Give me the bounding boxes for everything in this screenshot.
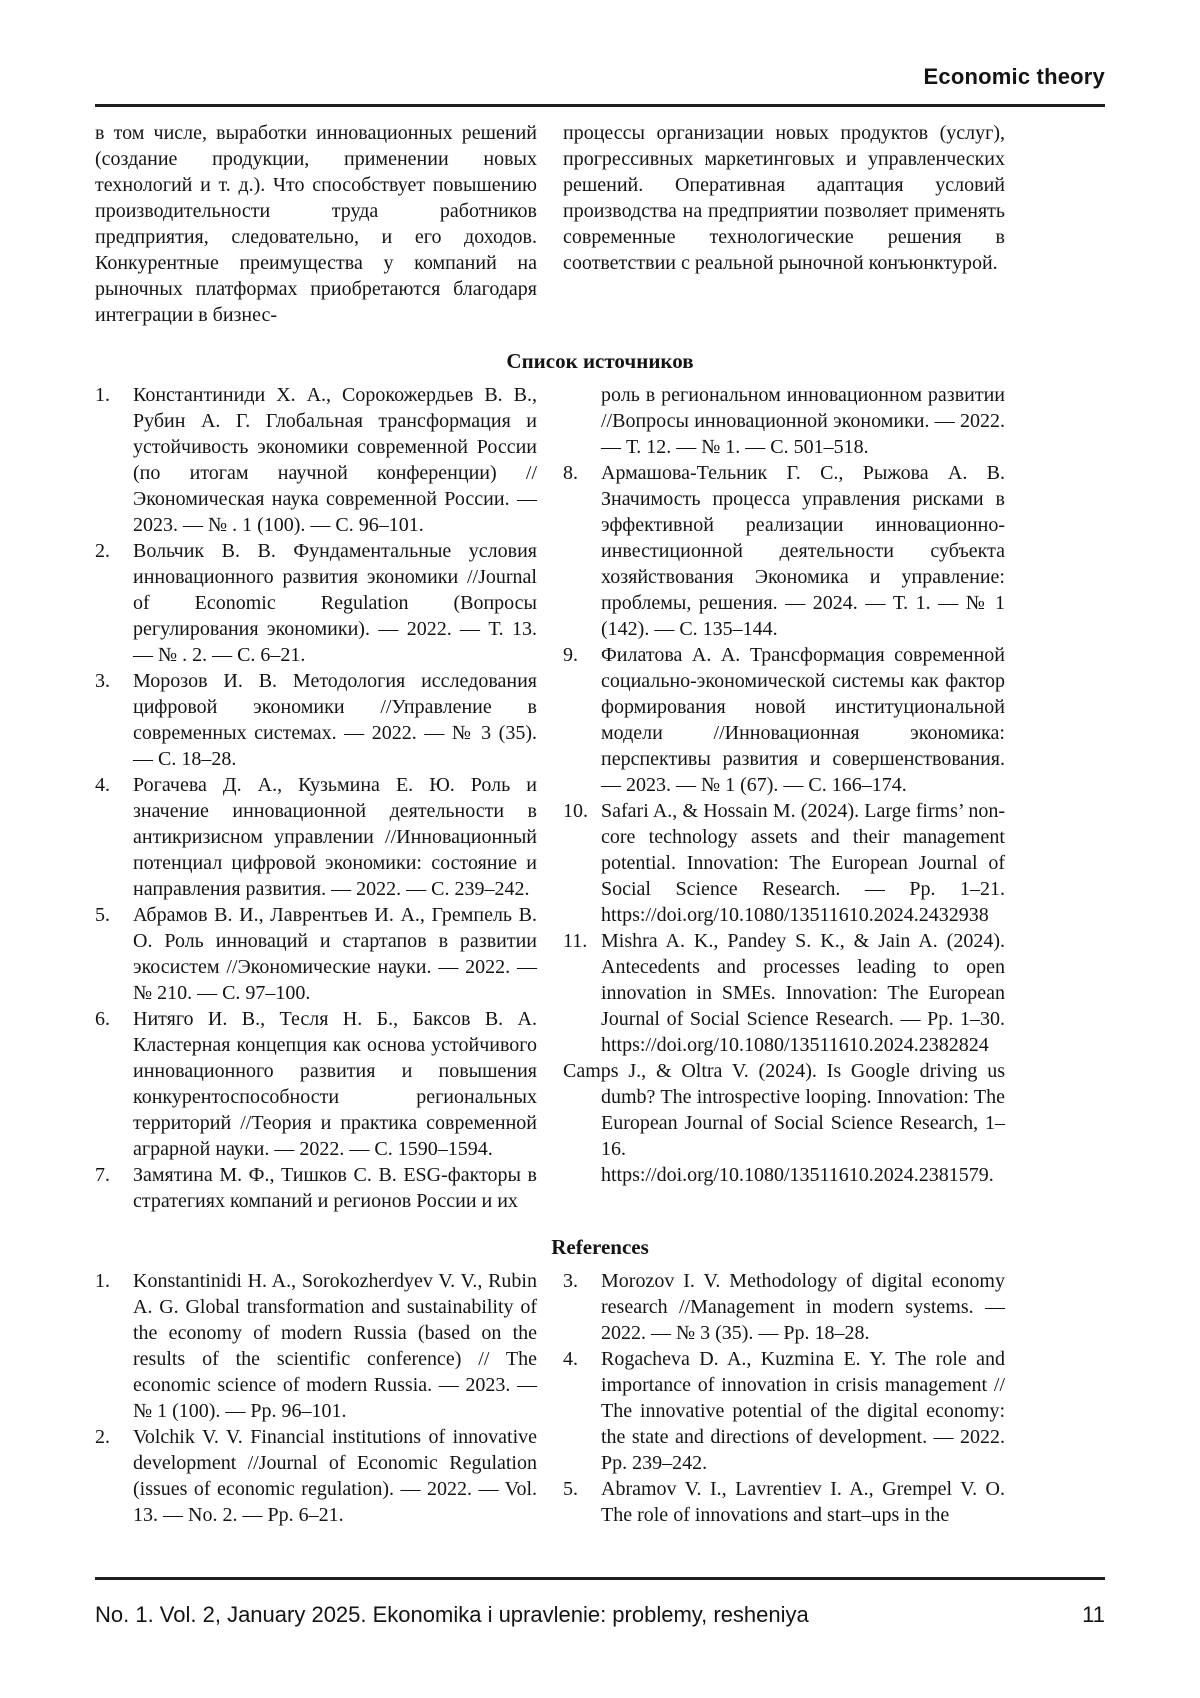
item-number: 10.: [563, 800, 588, 822]
source-item-unnumbered: Camps J., & Oltra V. (2024). Is Google driving us dumb? The introspective looping. Innovation: The European Journal of Social Science Research, 1–16. https://doi.org/10.1080/13511610.2024.2381579.: [563, 1060, 1005, 1186]
item-text: Abramov V. I., Lavrentiev I. A., Grempel V. O. The role of innovations and start–ups in the: [601, 1478, 1005, 1526]
sources-left-column: [95, 382, 537, 1214]
item-number: 11.: [563, 930, 588, 952]
item-text: Konstantinidi H. A., Sorokozherdyev V. V., Rubin A. G. Global transformation and sustainability of the economy of modern Russia (based on the results of the scientific conference) // The economic science of modern Russia. — 2023. — № 1 (100). — Pp. 96–101.: [133, 1270, 537, 1422]
item-number: 3.: [95, 670, 110, 692]
item-number: 2.: [95, 1426, 110, 1448]
source-item: [563, 928, 1005, 1058]
item-number: 7.: [95, 1164, 110, 1186]
references-section: [95, 1268, 1105, 1528]
item-text: Рогачева Д. А., Кузьмина Е. Ю. Роль и значение инновационной деятельности в антикризисном управлении //Инновационный потенциал цифровой экономики: состояние и направления развития. — 2022. — С. 239–242.: [133, 774, 537, 900]
intro-left-column: [95, 120, 537, 328]
source-item: [95, 1162, 537, 1214]
source-item: [95, 772, 537, 902]
intro-paragraph-left: в том числе, выработки инновационных решений (создание продукции, применении новых технологий и т. д.). Что способствует повышению производительности труда работников предприятия, следовательно, и его доходов. Конкурентные преимущества у компаний на рыночных платформах приобретаются благодаря интеграции в бизнес-: [95, 122, 537, 326]
source-item: [563, 460, 1005, 642]
references-right-column: [563, 1268, 1005, 1528]
item-text: Абрамов В. И., Лаврентьев И. А., Гремпель В. О. Роль инноваций и стартапов в развитии экосистем //Экономические науки. — 2022. — № 210. — С. 97–100.: [133, 904, 537, 1004]
item-text: Нитяго И. В., Тесля Н. Б., Баксов В. А. Кластерная концепция как основа устойчивого инновационного развития и повышения конкурентоспособности региональных территорий //Теория и практика современной аграрной науки. — 2022. — С. 1590–1594.: [133, 1008, 537, 1160]
sources-right-column: [563, 382, 1005, 1214]
reference-item: [95, 1268, 537, 1424]
references-left-column: [95, 1268, 537, 1528]
item-text: Армашова-Тельник Г. С., Рыжова А. В. Значимость процесса управления рисками в эффективной реализации инновационно-инвестиционной деятельности субъекта хозяйствования Экономика и управление: проблемы, решения. — 2024. — Т. 1. — № 1 (142). — С. 135–144.: [601, 462, 1005, 640]
item-number: 2.: [95, 540, 110, 562]
source-item: [95, 538, 537, 668]
item-text: Вольчик В. В. Фундаментальные условия инновационного развития экономики //Journal of Economic Regulation (Вопросы регулирования экономики). — 2022. — Т. 13. — № . 2. — С. 6–21.: [133, 540, 537, 666]
running-head: Economic theory: [923, 64, 1105, 89]
source-item-continuation: роль в региональном инновационном развитии //Вопросы инновационной экономики. — 2022. — Т. 12. — № 1. — С. 501–518.: [601, 384, 1005, 458]
intro-section: [95, 120, 1105, 328]
item-text: Mishra A. K., Pandey S. K., & Jain A. (2024). Antecedents and processes leading to open innovation in SMEs. Innovation: The European Journal of Social Science Research. — Pp. 1–30. https://doi.org/10.1080/13511610.2024.2382824: [601, 930, 1005, 1056]
source-item: [95, 382, 537, 538]
reference-item: [563, 1476, 1005, 1528]
reference-item: [95, 1424, 537, 1528]
item-number: 4.: [95, 774, 110, 796]
item-number: 3.: [563, 1270, 578, 1292]
item-text: Морозов И. В. Методология исследования цифровой экономики //Управление в современных системах. — 2022. — № 3 (35). — С. 18–28.: [133, 670, 537, 770]
item-number: 8.: [563, 462, 578, 484]
page-number: 11: [1082, 1602, 1105, 1627]
source-item: [95, 902, 537, 1006]
source-item: [95, 668, 537, 772]
sources-heading: Список источников: [506, 349, 694, 373]
page-footer: [95, 1577, 1105, 1628]
item-text: Safari A., & Hossain M. (2024). Large firms’ non-core technology assets and their management potential. Innovation: The European Journal of Social Science Research. — Pp. 1–21. https://doi.org/10.1080/13511610.2024.2432938: [601, 800, 1005, 926]
item-text: Константиниди Х. А., Сорокожердьев В. В., Рубин А. Г. Глобальная трансформация и устойчивость экономики современной России (по итогам научной конференции) //Экономическая наука современной России. — 2023. — № . 1 (100). — С. 96–101.: [133, 384, 537, 536]
intro-right-column: [563, 120, 1005, 328]
header-divider: [95, 104, 1105, 107]
item-number: 5.: [563, 1478, 578, 1500]
item-text: Rogacheva D. A., Kuzmina E. Y. The role and importance of innovation in crisis management // The innovative potential of the digital economy: the state and directions of development. — 2022. Pp. 239–242.: [601, 1348, 1005, 1474]
reference-item: [563, 1346, 1005, 1476]
source-item: [95, 1006, 537, 1162]
journal-issue-line: No. 1. Vol. 2, January 2025. Ekonomika i upravlenie: problemy, resheniya: [95, 1602, 809, 1627]
item-text: Volchik V. V. Financial institutions of innovative development //Journal of Economic Regulation (issues of economic regulation). — 2022. — Vol. 13. — No. 2. — Pp. 6–21.: [133, 1426, 537, 1526]
source-item: [563, 642, 1005, 798]
item-number: 1.: [95, 1270, 110, 1292]
references-heading: References: [551, 1235, 649, 1259]
item-number: 4.: [563, 1348, 578, 1370]
footer-divider: [95, 1577, 1105, 1580]
item-text: Филатова А. А. Трансформация современной социально-экономической системы как фактор формирования новой институциональной модели //Инновационная экономика: перспективы развития и совершенствования. — 2023. — № 1 (67). — С. 166–174.: [601, 644, 1005, 796]
item-text: Замятина М. Ф., Тишков С. В. ESG-факторы в стратегиях компаний и регионов России и их: [133, 1164, 537, 1212]
source-item: [563, 798, 1005, 928]
item-number: 9.: [563, 644, 578, 666]
item-number: 1.: [95, 384, 110, 406]
item-text: Morozov I. V. Methodology of digital economy research //Management in modern systems. — 2022. — № 3 (35). — Pp. 18–28.: [601, 1270, 1005, 1344]
reference-item: [563, 1268, 1005, 1346]
item-number: 6.: [95, 1008, 110, 1030]
item-number: 5.: [95, 904, 110, 926]
intro-paragraph-right: процессы организации новых продуктов (услуг), прогрессивных маркетинговых и управленческих решений. Оперативная адаптация условий производства на предприятии позволяет применять современные технологические решения в соответствии с реальной рыночной конъюнктурой.: [563, 122, 1005, 274]
sources-section: [95, 382, 1105, 1214]
